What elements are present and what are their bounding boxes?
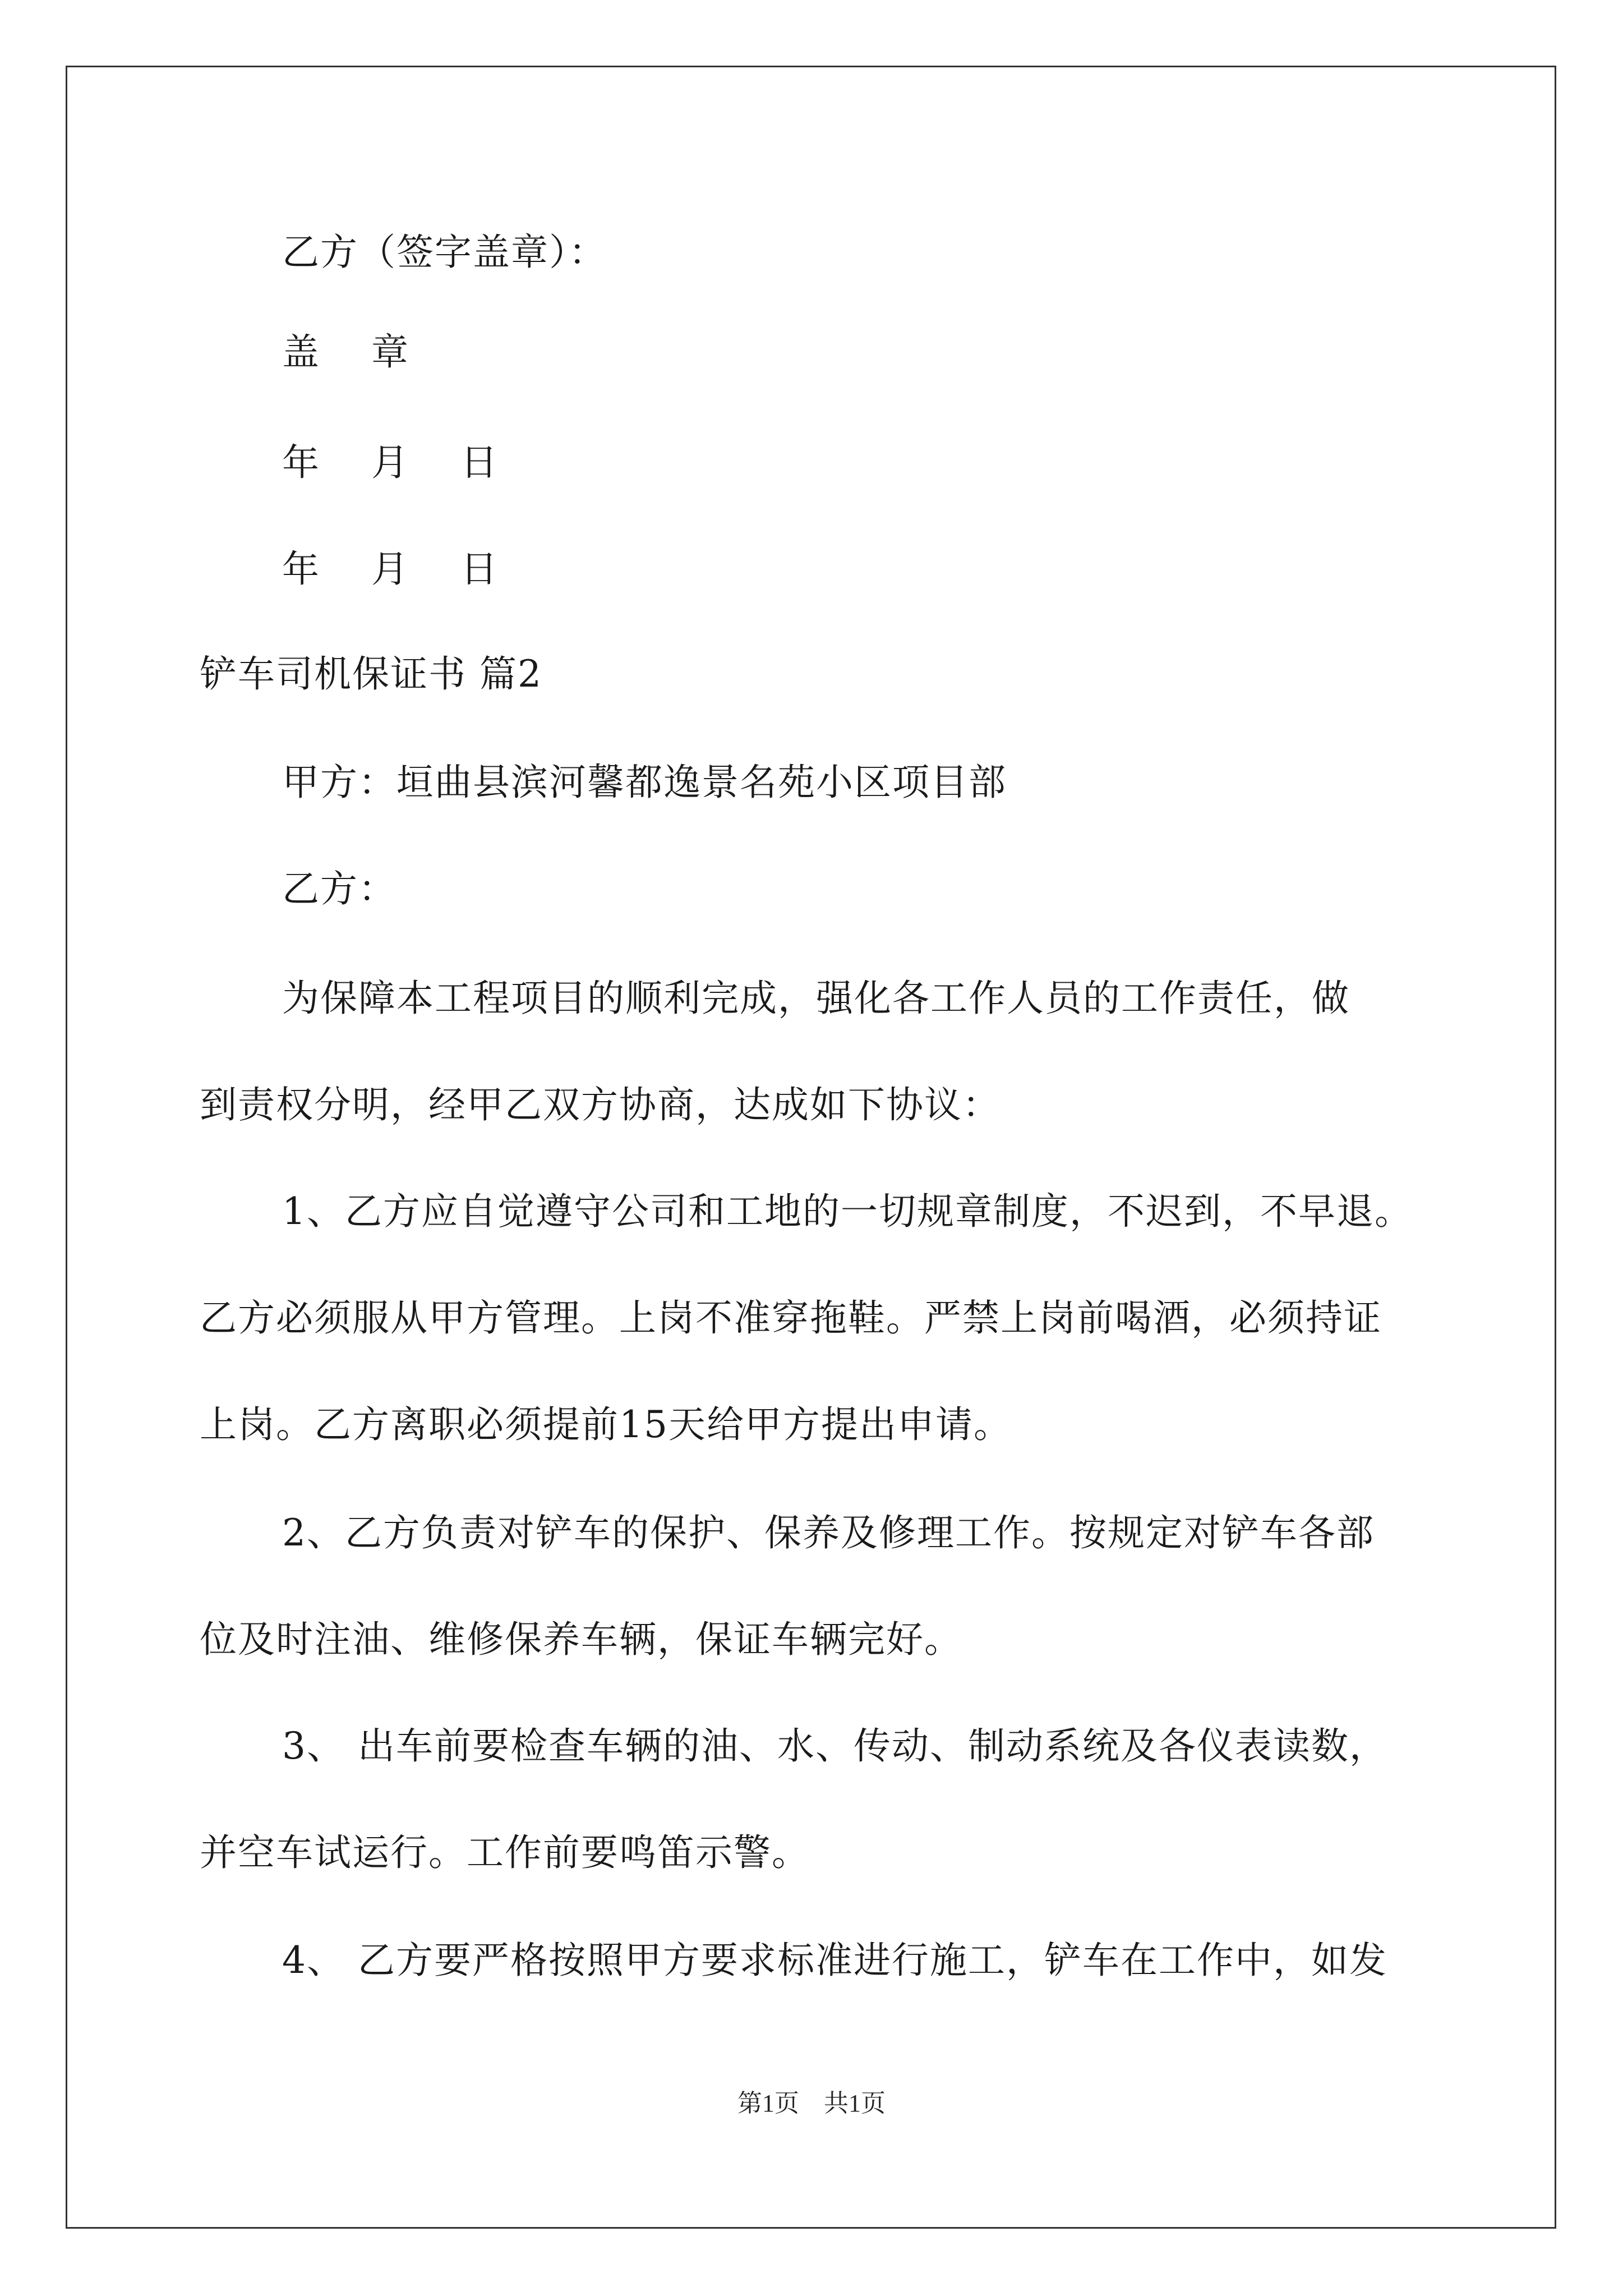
clause-2-line: 位及时注油、维修保养车辆，保证车辆完好。 — [200, 1618, 962, 1661]
body-text-line: 为保障本工程项目的顺利完成，强化各工作人员的工作责任，做 — [282, 977, 1350, 1020]
date-line: 年 月 日 — [282, 441, 518, 484]
section-title: 铲车司机保证书 篇2 — [200, 652, 542, 696]
party-a-line: 甲方：垣曲县滨河馨都逸景名苑小区项目部 — [282, 761, 1007, 804]
clause-1-line: 乙方必须服从甲方管理。上岗不准穿拖鞋。严禁上岗前喝酒，必须持证 — [200, 1296, 1382, 1340]
clause-3-line: 3、 出车前要检查车辆的油、水、传动、制动系统及各仪表读数， — [282, 1724, 1387, 1768]
seal-line: 盖 章 — [282, 330, 428, 374]
clause-4-line: 4、 乙方要严格按照甲方要求标准进行施工，铲车在工作中，如发 — [282, 1939, 1387, 1982]
body-text-line: 到责权分明，经甲乙双方协商，达成如下协议： — [200, 1083, 1000, 1126]
clause-2-line: 2、乙方负责对铲车的保护、保养及修理工作。按规定对铲车各部 — [282, 1511, 1375, 1554]
page-border — [66, 66, 1556, 2229]
party-b-signature-line: 乙方（签字盖章）： — [282, 231, 607, 274]
date-line: 年 月 日 — [282, 547, 518, 591]
clause-1-line: 上岗。乙方离职必须提前15天给甲方提出申请。 — [200, 1403, 1012, 1446]
clause-3-line: 并空车试运行。工作前要鸣笛示警。 — [200, 1831, 810, 1874]
party-b-line: 乙方： — [282, 867, 396, 910]
page-footer: 第1页 共1页 — [737, 2090, 886, 2117]
clause-1-line: 1、乙方应自觉遵守公司和工地的一切规章制度，不迟到，不早退。 — [282, 1190, 1413, 1233]
